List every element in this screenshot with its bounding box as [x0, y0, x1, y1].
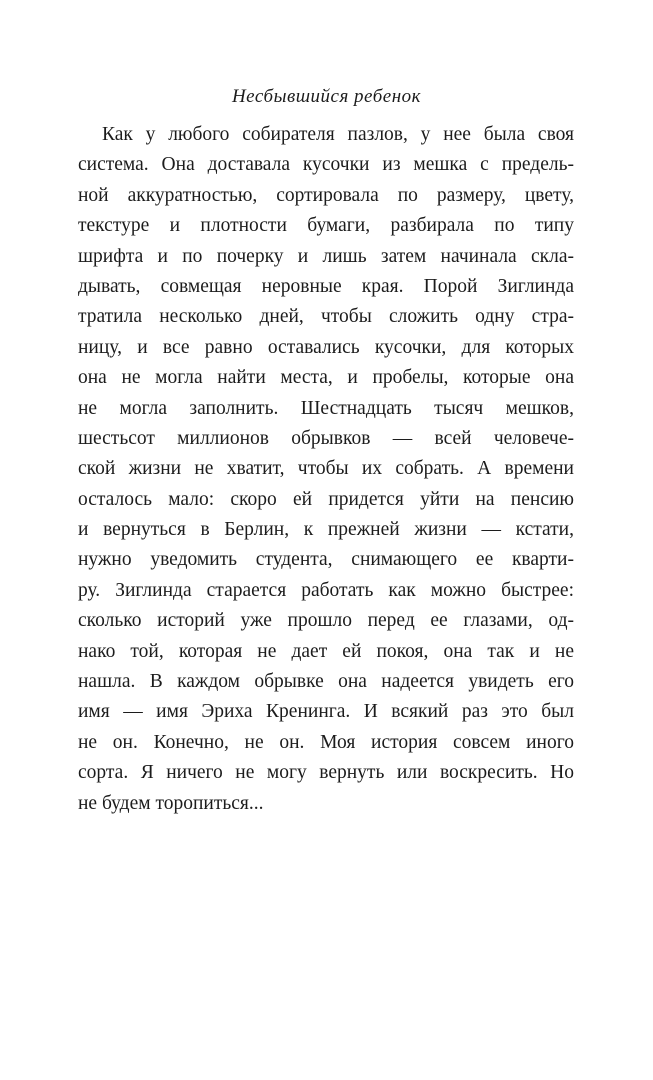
- text-line: ницу, и все равно оставались кусочки, для которых: [78, 336, 574, 358]
- text-line: и вернуться в Берлин, к прежней жизни — кстати,: [78, 519, 574, 541]
- text-line: она не могла найти места, и пробелы, которые она: [78, 367, 574, 389]
- running-head: Несбывшийся ребенок: [231, 86, 422, 107]
- text-line: сорта. Я ничего не могу вернуть или воскресить. Но: [78, 762, 574, 784]
- text-line: ской жизни не хватит, чтобы их собрать. А времени: [78, 458, 574, 480]
- text-line: тратила несколько дней, чтобы сложить одну стра-: [78, 306, 574, 328]
- body-paragraph: [78, 120, 574, 819]
- text-line: текстуре и плотности бумаги, разбирала по типу: [78, 215, 574, 237]
- text-line: система. Она доставала кусочки из мешка с предель-: [78, 154, 574, 176]
- text-line: ной аккуратностью, сортировала по размеру, цвету,: [78, 184, 574, 206]
- text-line: не он. Конечно, не он. Моя история совсем иного: [78, 731, 574, 753]
- text-line: нако той, которая не дает ей покоя, она так и не: [78, 640, 574, 662]
- text-line: нашла. В каждом обрывке она надеется увидеть его: [78, 671, 574, 693]
- text-line: дывать, совмещая неровные края. Порой Зиглинда: [78, 275, 574, 297]
- text-line: не могла заполнить. Шестнадцать тысяч мешков,: [78, 397, 574, 419]
- text-line: сколько историй уже прошло перед ее глазами, од-: [78, 610, 574, 632]
- text-line: шестьсот миллионов обрывков — всей человече-: [78, 427, 574, 449]
- text-line: нужно уведомить студента, снимающего ее кварти-: [78, 549, 574, 571]
- text-line: имя — имя Эриха Кренинга. И всякий раз это был: [78, 701, 574, 723]
- text-line: осталось мало: скоро ей придется уйти на пенсию: [78, 488, 574, 510]
- text-line: Как у любого собирателя пазлов, у нее была своя: [102, 124, 574, 145]
- text-line: шрифта и по почерку и лишь затем начинала скла-: [78, 245, 574, 267]
- text-line: не будем торопиться...: [78, 792, 264, 814]
- text-line: ру. Зиглинда старается работать как можно быстрее:: [78, 579, 574, 601]
